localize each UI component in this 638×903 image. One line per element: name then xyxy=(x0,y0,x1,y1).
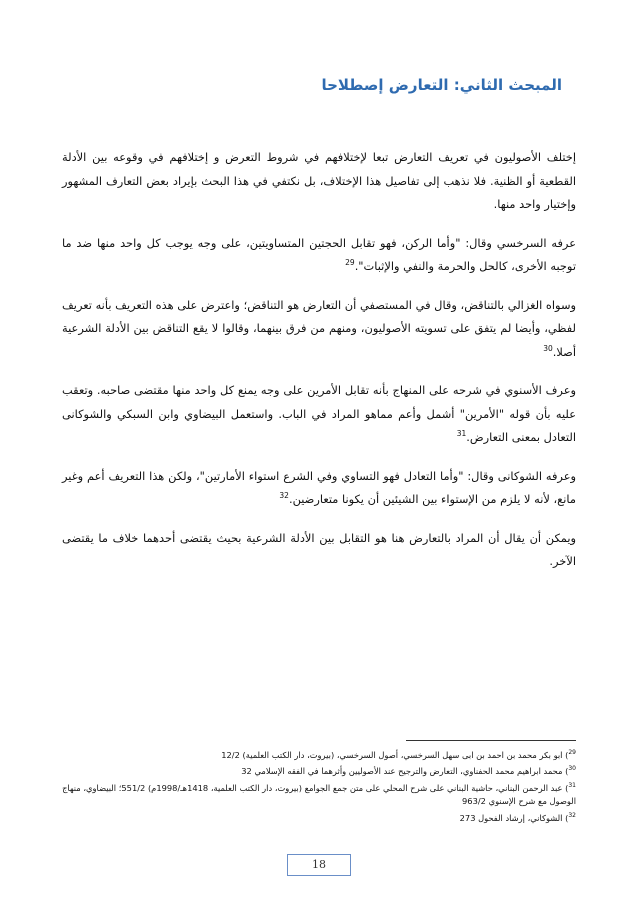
footnote-number: 29 xyxy=(568,749,576,756)
footnote-number: 31 xyxy=(568,781,576,789)
footnote-number: 32 xyxy=(568,811,576,819)
footnote-ref[interactable]: 31 xyxy=(456,429,467,439)
section-heading: المبحث الثاني: التعارض إصطلاحا xyxy=(321,76,562,94)
footnote-ref[interactable]: 32 xyxy=(279,491,289,501)
footnote-ref[interactable]: 29 xyxy=(345,258,355,268)
footnote: $^{30}$) محمد ابراهيم محمد الحفناوي، التعارض والترجيح عند الأصوليين وأثرهما في الفقه الإسلامي 32 xyxy=(241,765,576,777)
footnote: $^{31}$) عبد الرحمن البناني، حاشية البناني على شرح المحلي على متن جمع الجوامع (بيروت، دار الكتب العلمية، 1418هـ/1998م) 551/2؛ البيضاوي، منهاج الوصول مع شرح الإسنوي 963/2 xyxy=(62,781,576,807)
paragraph: إختلف الأصوليون في تعريف التعارض تبعا لإختلافهم في شروط التعرض و إختلافهم في وقوعه بين الأدلة القطعية أو الظنية. فلا نذهب إلى تفاصيل هذا الإختلاف، بل نكتفي في هذا البحث بإيراد بعض التعارف المشهور وإختيار واحد منها. xyxy=(62,150,576,211)
footnote: $^{32}$) الشوكاني، إرشاد الفحول 273 xyxy=(459,811,576,823)
paragraph: وعرفه الشوكانى وقال: "وأما التعادل فهو التساوي وفي الشرع استواء الأمارتين"، ولكن هذا التعريف أعم وغير مانع، لأنه لا يلزم من الإستواء بين الشيئين أن يكونا متعارضين.$^{32}$ xyxy=(62,468,576,506)
page-number: 18 xyxy=(287,854,351,876)
footnotes xyxy=(62,746,576,825)
footnote-ref[interactable]: 30 xyxy=(543,343,553,353)
body-text xyxy=(62,146,576,589)
paragraph: وسواه الغزالي بالتناقض، وقال في المستصفي أن التعارض هو التناقض؛ واعترض على هذه التعريف بأنه تعريف لفظي، وأيضا لم يتفق على تسويته الأصوليون، ومنهم من فرق بينهما، وقالوا لا يقع التناقض بين الأدلة الشرعية أصلا.$^{30}$ xyxy=(62,297,576,359)
paragraph: ويمكن أن يقال أن المراد بالتعارض هنا هو التقابل بين الأدلة الشرعية بحيث يقتضى أحدهما خلاف ما يقتضى الآخر. xyxy=(62,530,576,568)
footnote-number: 30 xyxy=(568,765,576,773)
footnote: $^{29}$) ابو بكر محمد بن احمد بن ابى سهل السرخسي، أصول السرخسي، (بيروت، دار الكتب العلمية) 12/2 xyxy=(221,749,576,760)
footnote-separator xyxy=(406,740,576,741)
paragraph: وعرف الأسنوي في شرحه على المنهاج بأنه تقابل الأمرين على وجه يمنع كل واحد منها مقتضى صاحبه. وتعقب عليه بأن قوله "الأمرين" أشمل وأعم مماهو المراد في الباب. واستعمل البيضاوي وابن السبكي والشوكانى التعادل بمعنى التعارض.$^{31}$ xyxy=(62,383,576,444)
paragraph: عرفه السرخسي وقال: "وأما الركن، فهو تقابل الحجتين المتساويتين، على وجه يوجب كل واحد منها ضد ما توجبه الأخرى، كالحل والحرمة والنفي والإثبات".$^{29}$ xyxy=(62,235,576,273)
